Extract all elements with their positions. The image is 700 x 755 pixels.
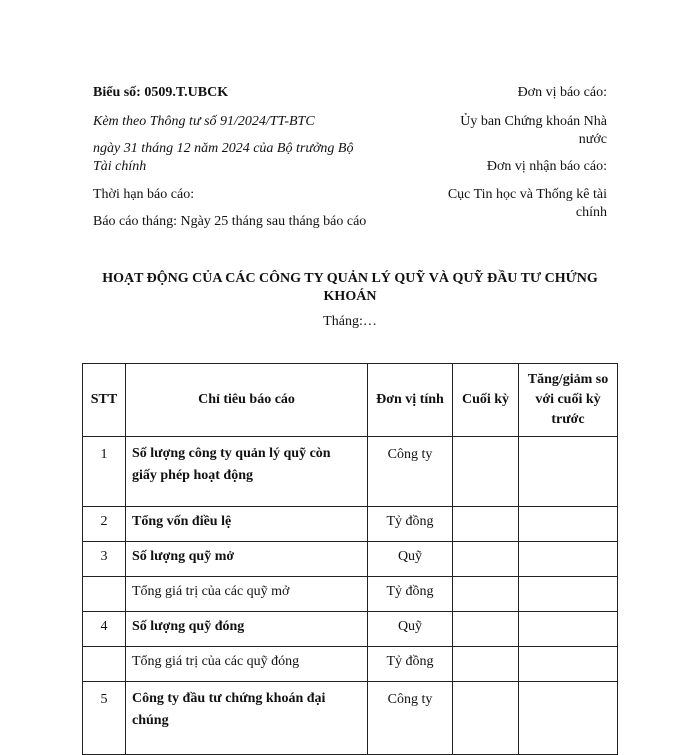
circular-date-line2: Tài chính [93,159,147,174]
reporter-line2: nước [578,132,607,147]
table-header-row [83,364,618,437]
row-indicator-line1: Công ty đầu tư chứng khoán đại [132,691,326,706]
row-stt: 2 [83,507,126,542]
header-stt: STT [83,364,126,437]
row-end-period-cell[interactable] [453,507,519,542]
row-unit: Tỷ đồng [368,647,453,682]
row-unit: Tỷ đồng [368,507,453,542]
table-row [83,507,618,542]
row-indicator: Tổng vốn điều lệ [126,507,368,542]
row-change-cell[interactable] [519,577,618,612]
row-indicator-line1: Số lượng công ty quản lý quỹ còn [132,446,331,461]
row-end-period-cell[interactable] [453,647,519,682]
header-unit: Đơn vị tính [368,364,453,437]
row-unit: Tỷ đồng [368,577,453,612]
deadline-label: Thời hạn báo cáo: [93,187,195,202]
deadline-value: Báo cáo tháng: Ngày 25 tháng sau tháng báo cáo [93,214,367,229]
reporter-line1: Ủy ban Chứng khoán Nhà [460,114,607,129]
row-change-cell[interactable] [519,647,618,682]
table-row [83,437,618,507]
header-change-line3: trước [551,412,585,427]
form-number: Biểu số: 0509.T.UBCK [93,85,229,100]
row-unit: Công ty [368,437,453,507]
row-stt: 4 [83,612,126,647]
receiver-line2: chính [575,205,607,220]
row-unit: Quỹ [368,542,453,577]
receiver-line1: Cục Tin học và Thống kê tài [447,187,607,202]
circular-date-line1: ngày 31 tháng 12 năm 2024 của Bộ trưởng Bộ [93,141,354,156]
row-end-period-cell[interactable] [453,577,519,612]
row-indicator: Số lượng quỹ mở [126,542,368,577]
report-table [82,363,618,755]
reporter-label: Đơn vị báo cáo: [517,85,607,100]
row-indicator: Số lượng quỹ đóng [126,612,368,647]
row-stt [83,647,126,682]
row-end-period-cell[interactable] [453,542,519,577]
row-stt: 3 [83,542,126,577]
row-stt: 5 [83,682,126,755]
row-indicator: Tổng giá trị của các quỹ mở [126,577,368,612]
row-change-cell[interactable] [519,542,618,577]
table-row [83,577,618,612]
row-indicator-line2: chúng [132,713,169,728]
header-indicator: Chỉ tiêu báo cáo [126,364,368,437]
report-title-line2: KHOÁN [323,289,377,304]
attached-circular: Kèm theo Thông tư số 91/2024/TT-BTC [93,114,315,129]
row-change-cell[interactable] [519,612,618,647]
row-indicator [126,437,368,507]
row-stt: 1 [83,437,126,507]
row-indicator-line2: giấy phép hoạt động [132,468,253,483]
receiver-label: Đơn vị nhận báo cáo: [486,159,607,174]
row-indicator [126,682,368,755]
row-indicator: Tổng giá trị của các quỹ đóng [126,647,368,682]
header-end-period: Cuối kỳ [453,364,519,437]
table-row [83,542,618,577]
header-change [519,364,618,437]
row-unit: Công ty [368,682,453,755]
report-title [80,270,620,306]
row-end-period-cell[interactable] [453,612,519,647]
header-change-line2: với cuối kỳ [535,392,601,407]
row-change-cell[interactable] [519,437,618,507]
table-row [83,612,618,647]
report-title-line1: HOẠT ĐỘNG CỦA CÁC CÔNG TY QUẢN LÝ QUỸ VÀ QUỸ ĐẦU TƯ CHỨNG [102,271,598,286]
table-row [83,647,618,682]
row-stt [83,577,126,612]
header-change-line1: Tăng/giảm so [527,372,609,387]
row-end-period-cell[interactable] [453,437,519,507]
row-unit: Quỹ [368,612,453,647]
row-end-period-cell[interactable] [453,682,519,755]
table-row [83,682,618,755]
row-change-cell[interactable] [519,682,618,755]
report-month: Tháng:… [323,314,377,329]
row-change-cell[interactable] [519,507,618,542]
